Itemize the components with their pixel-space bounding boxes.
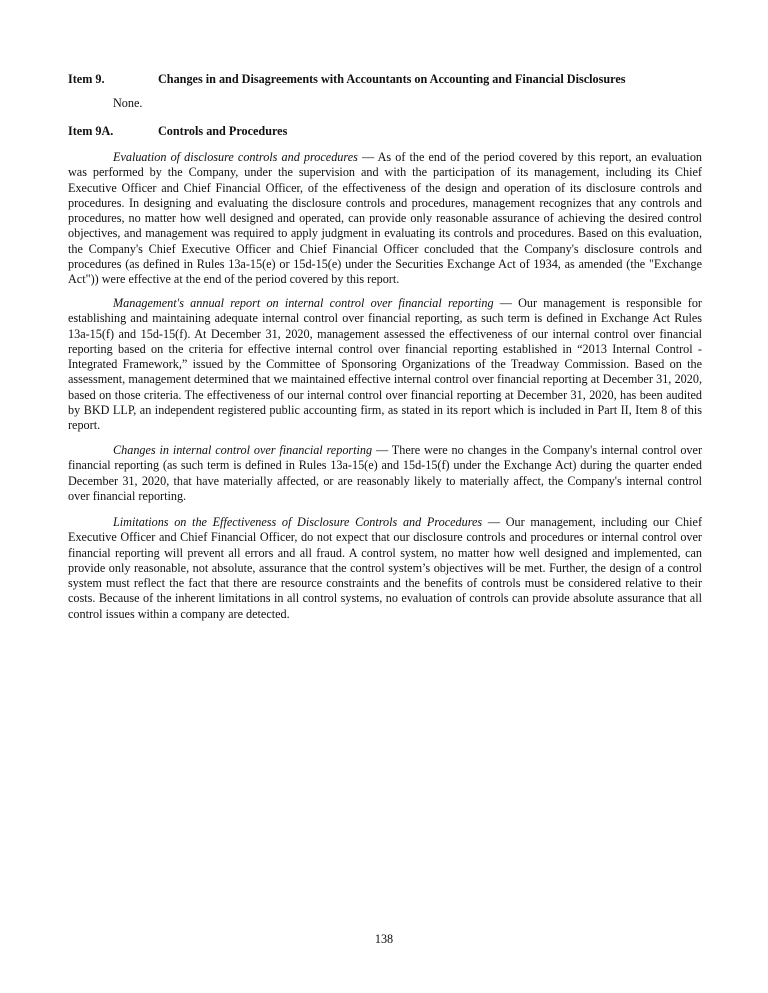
paragraph-text: — Our management is responsible for establishing and maintaining adequate internal control over financial reporting, as such term is defined in Exchange Act Rules 13a-15(f) and 15d-15(f). At December 31, 2020, management assessed the effectiveness of our internal control over financial reporting based on the criteria for effective internal control over financial reporting established in “2013 Internal Control - Integrated Framework,” issued by the Committee of Sponsoring Organizations of the Treadway Commission. Based on the assessment, management determined that we maintained effective internal control over financial reporting at December 31, 2020, based on those criteria. The effectiveness of our internal control over financial reporting at December 31, 2020, has been audited by BKD LLP, an independent registered public accounting firm, as stated in its report which is included in Part II, Item 8 of this report.	[68, 296, 702, 433]
item-9-number: Item 9.	[68, 72, 105, 86]
item-9-heading	[68, 72, 625, 87]
paragraph-limitations	[68, 515, 702, 622]
paragraph-disclosure-controls	[68, 150, 702, 288]
paragraph-lead: Changes in internal control over financial reporting	[113, 443, 373, 457]
paragraph-text: — Our management, including our Chief Executive Officer and Chief Financial Officer, do not expect that our disclosure controls and procedures or internal control over financial reporting will prevent all errors and all fraud. A control system, no matter how well designed and implemented, can provide only reasonable, not absolute, assurance that the control system’s objectives will be met. Further, the design of a control system must reflect the fact that there are resource constraints and the benefits of controls must be considered relative to their costs. Because of the inherent limitations in all control systems, no evaluation of controls can provide absolute assurance that all control issues within a company are detected.	[68, 515, 703, 621]
paragraph-lead: Evaluation of disclosure controls and procedures	[113, 150, 358, 164]
paragraph-changes-internal-control	[68, 443, 702, 504]
item-9-title: Changes in and Disagreements with Accountants on Accounting and Financial Disclosures	[158, 72, 626, 86]
page-number: 138	[374, 932, 394, 946]
item-9a-title: Controls and Procedures	[158, 124, 288, 138]
paragraph-text: — There were no changes in the Company's internal control over financial reporting (as such term is defined in Rules 13a-15(e) and 15d-15(f) under the Exchange Act) during the quarter ended December 31, 2020, that have materially affected, or are reasonably likely to materially affect, the Company's internal control over financial reporting.	[68, 443, 702, 503]
item-9-body: None.	[113, 96, 143, 110]
item-9a-number: Item 9A.	[68, 124, 114, 138]
paragraph-management-report	[68, 296, 702, 434]
paragraph-text: — As of the end of the period covered by this report, an evaluation was performed by the Company, under the supervision and with the participation of its management, including its Chief Executive Officer and Chief Financial Officer, of the effectiveness of the design and operation of its disclosure controls and procedures. In designing and evaluating the disclosure controls and procedures, management recognizes that any controls and procedures, no matter how well designed and operated, can provide only reasonable assurance of achieving the desired control objectives, and management was required to apply judgment in evaluating its controls and procedures. Based on this evaluation, the Company's Chief Executive Officer and Chief Financial Officer concluded that the Company's disclosure controls and procedures (as defined in Rules 13a-15(e) or 15d-15(e) under the Securities Exchange Act of 1934, as amended (the "Exchange Act")) were effective at the end of the period covered by this report.	[68, 150, 703, 287]
item-9a-heading	[68, 124, 287, 139]
paragraph-lead: Limitations on the Effectiveness of Disclosure Controls and Procedures	[113, 515, 483, 529]
paragraph-lead: Management's annual report on internal control over financial reporting	[113, 296, 494, 310]
